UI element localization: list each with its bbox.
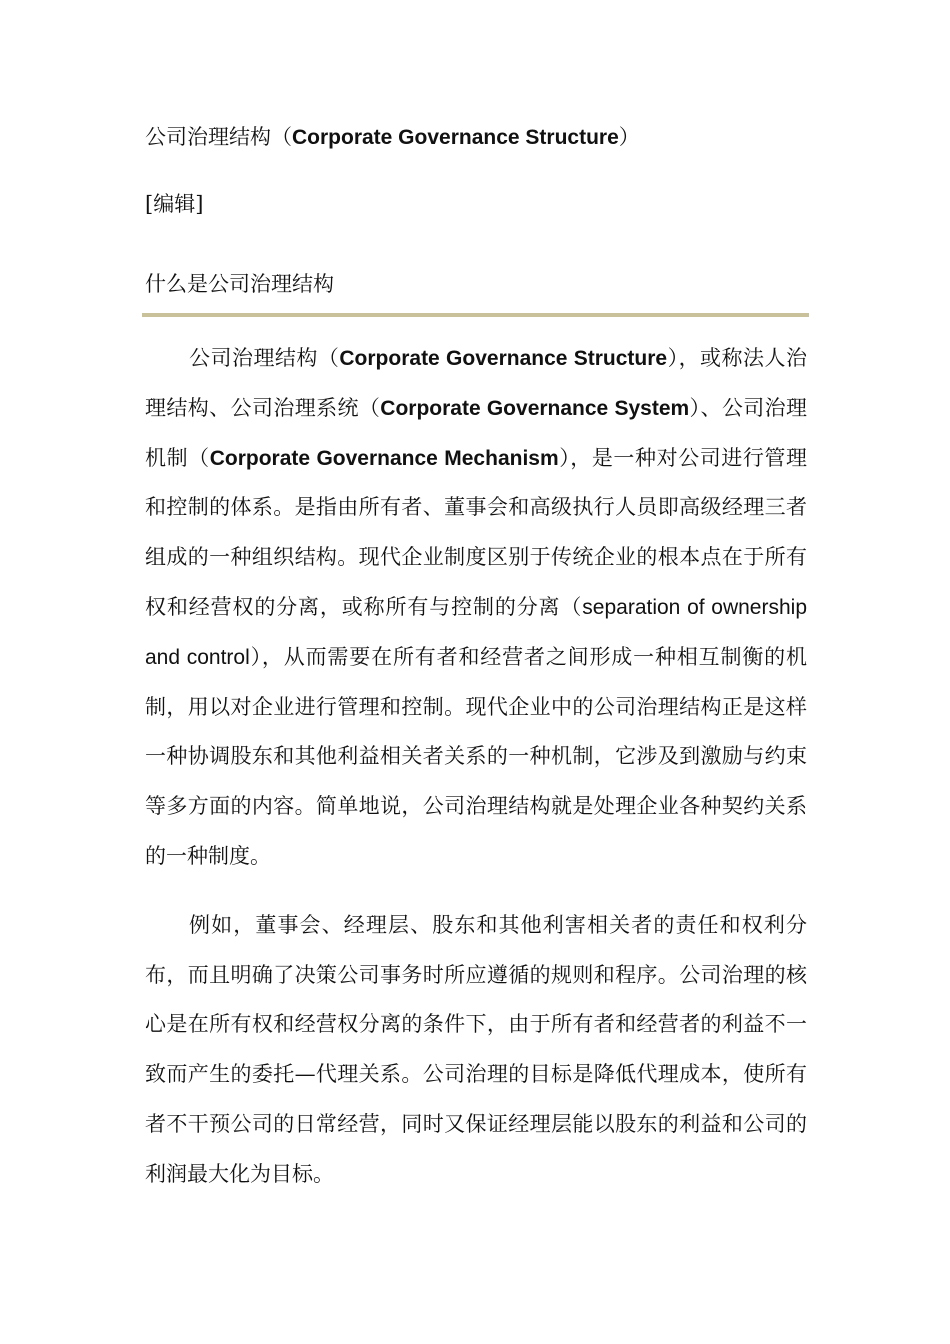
section-divider	[142, 313, 809, 317]
paragraph-example: 例如，董事会、经理层、股东和其他利害相关者的责任和权利分布，而且明确了决策公司事务时所应遵循的规则和程序。公司治理的核心是在所有权和经营权分离的条件下，由于所有者和经营者的利益不一致而产生的委托—代理关系。公司治理的目标是降低代理成本，使所有者不干预公司的日常经营，同时又保证经理层能以股东的利益和公司的利润最大化为目标。	[145, 912, 807, 1186]
english-term: Corporate Governance System	[380, 396, 690, 420]
english-term: Corporate Governance Structure	[339, 347, 668, 370]
paragraph-text: ），从而需要在所有者和经营者之间形成一种相互制衡的机制，用以对企业进行管理和控制。现代企业中的公司治理结构正是这样一种协调股东和其他利益相关者关系的一种机制，它涉及到激励与约束等多方面的内容。简单地说，公司治理结构就是处理企业各种契约关系的一种制度。	[145, 644, 808, 868]
english-term: Corporate Governance Mechanism	[209, 446, 559, 470]
paragraph-text: ）、公司治理机制（	[145, 395, 808, 470]
edit-link[interactable]: [编辑]	[145, 192, 204, 216]
paragraph-text: 公司治理结构（	[189, 346, 340, 370]
paragraph-text: ），或称法人治理结构、公司治理系统（	[145, 346, 807, 420]
article-body	[145, 334, 807, 1200]
title-text-end: ）	[618, 125, 640, 149]
english-term: separation of ownership and control	[145, 595, 807, 669]
paragraph-text: ），是一种对公司进行管理和控制的体系。是指由所有者、董事会和高级执行人员即高级经理三者组成的一种组织结构。现代企业制度区别于传统企业的根本点在于所有权和经营权的分离，或称所有与控制的分离（	[145, 445, 807, 619]
document-title	[145, 121, 640, 154]
paragraph-definition	[145, 334, 807, 882]
title-text-zh: 公司治理结构（	[145, 125, 292, 149]
section-heading: 什么是公司治理结构	[145, 272, 334, 296]
title-text-en: Corporate Governance Structure	[292, 126, 619, 149]
